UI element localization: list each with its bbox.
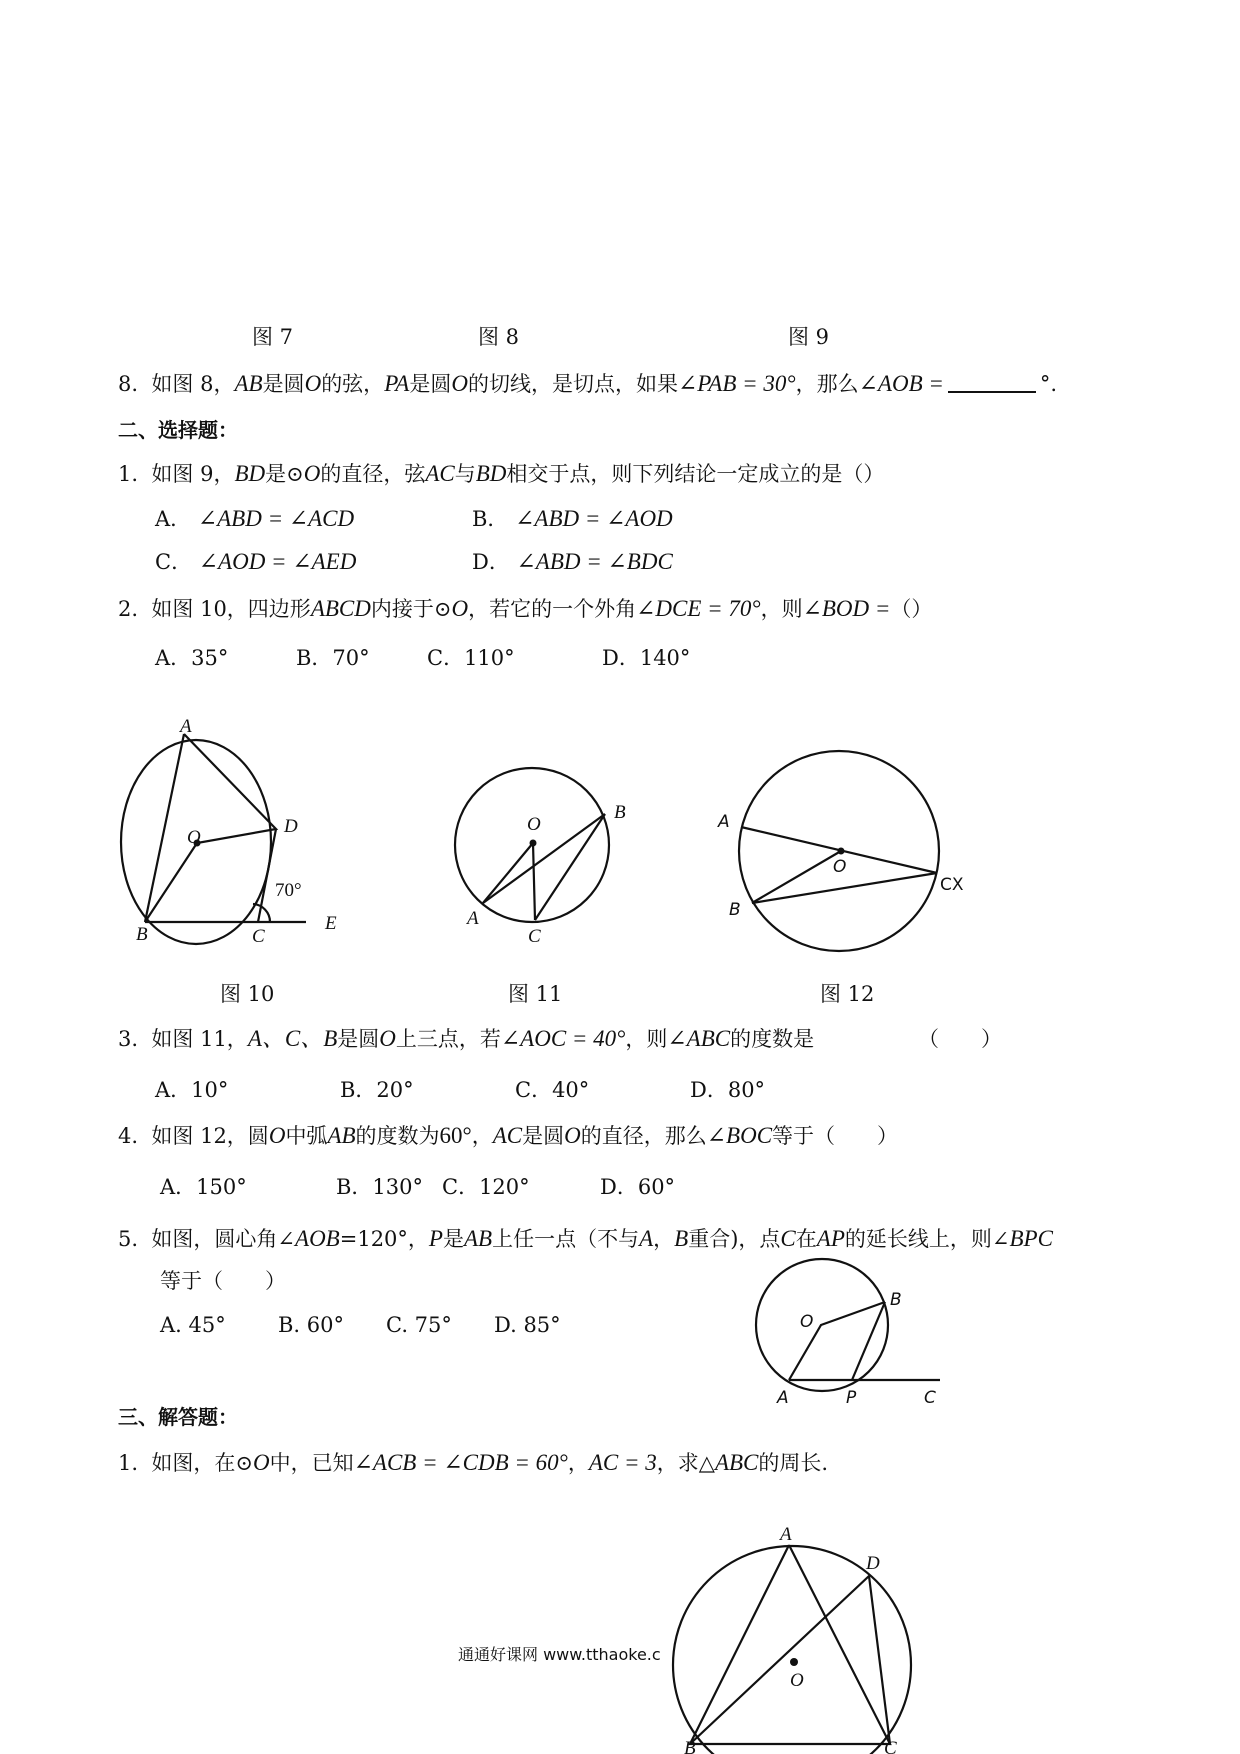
mc-question-1: 1. 如图 9，BD是⊙O的直径，弦AC与BD相交于点，则下列结论一定成立的是（） xyxy=(118,461,885,486)
fig10-label-e: E xyxy=(325,913,337,934)
fig12-label-a: A xyxy=(718,812,730,832)
fig11-label-a: A xyxy=(467,908,479,929)
fig10-label-o: O xyxy=(187,827,201,848)
mc2-option-d: D．140° xyxy=(602,646,691,670)
fig5-label-p: P xyxy=(846,1388,857,1408)
section-2-heading: 二、选择题： xyxy=(118,418,238,442)
mc2-option-b: B．70° xyxy=(296,646,370,670)
fig12-label-cx: CX xyxy=(940,875,964,895)
mc2-option-a: A．35° xyxy=(155,646,229,670)
mc3-option-b: B．20° xyxy=(340,1078,414,1102)
caption-fig11: 图 11 xyxy=(508,982,563,1006)
caption-fig12: 图 12 xyxy=(820,982,875,1006)
page-footer: 通通好课网 www.tthaoke.c xyxy=(458,1645,661,1664)
caption-fig7: 图 7 xyxy=(252,325,294,349)
fig10-label-a: A xyxy=(180,716,192,737)
fig10-angle-label: 70° xyxy=(275,880,302,901)
mc4-option-d: D．60° xyxy=(600,1175,676,1199)
mc-question-2: 2. 如图 10，四边形ABCD内接于⊙O，若它的一个外角∠DCE = 70°，则∠BOD =（） xyxy=(118,596,933,621)
fig10-label-d: D xyxy=(284,816,298,837)
fig12-label-b: B xyxy=(729,900,741,920)
fig5-label-b: B xyxy=(890,1290,902,1310)
mc5-option-a: A. 45° xyxy=(160,1313,226,1337)
figsq-label-a: A xyxy=(780,1524,792,1545)
caption-fig8: 图 8 xyxy=(478,325,520,349)
solve-question-1: 1. 如图，在⊙O中，已知∠ACB = ∠CDB = 60°，AC = 3，求△ABC的周长. xyxy=(118,1450,829,1475)
caption-fig10: 图 10 xyxy=(220,982,275,1006)
mc5-option-c: C. 75° xyxy=(386,1313,452,1337)
fig11-label-c: C xyxy=(528,926,541,947)
section-3-heading: 三、解答题： xyxy=(118,1405,238,1429)
fig12-label-o: O xyxy=(833,857,847,877)
fig5-label-c: C xyxy=(924,1388,936,1408)
fig11-label-b: B xyxy=(614,802,626,823)
mc2-option-c: C．110° xyxy=(427,646,515,670)
figsq-label-c: C xyxy=(884,1738,897,1754)
mc3-option-a: A．10° xyxy=(155,1078,229,1102)
mc5-line2: 等于（ ） xyxy=(160,1269,286,1293)
answer-blank[interactable] xyxy=(948,371,1036,393)
fig5-label-o: O xyxy=(800,1312,814,1332)
mc4-option-c: C．120° xyxy=(442,1175,530,1199)
fig5-label-a: A xyxy=(777,1388,789,1408)
question-8: 8. 如图 8，AB是圆O的弦，PA是圆O的切线，是切点，如果∠PAB = 30°，那么∠AOB = °. xyxy=(118,371,1058,396)
fig10-label-c: C xyxy=(252,926,265,947)
mc-question-3: 3. 如图 11，A、C、B是圆O上三点，若∠AOC = 40°，则∠ABC的度数是 xyxy=(118,1026,815,1051)
mc4-option-b: B．130° xyxy=(336,1175,424,1199)
mc1-option-c: C． ∠AOD = ∠AED xyxy=(155,549,357,574)
mc5-option-b: B. 60° xyxy=(278,1313,345,1337)
mc3-option-d: D．80° xyxy=(690,1078,766,1102)
mc-question-5: 5. 如图，圆心角∠AOB=120°，P是AB上任一点（不与A，B重合)，点C在AP的延长线上，则∠BPC xyxy=(118,1226,1053,1251)
figsq-label-o: O xyxy=(790,1670,804,1691)
fig11-label-o: O xyxy=(527,814,541,835)
mc1-option-d: D． ∠ABD = ∠BDC xyxy=(472,549,673,574)
mc5-option-d: D. 85° xyxy=(494,1313,561,1337)
caption-fig9: 图 9 xyxy=(788,325,830,349)
mc1-option-b: B． ∠ABD = ∠AOD xyxy=(472,506,673,531)
figsq-label-b: B xyxy=(684,1738,696,1754)
mc-question-4: 4. 如图 12，圆O中弧AB的度数为60°，AC是圆O的直径，那么∠BOC等于（ ） xyxy=(118,1123,899,1148)
fig10-label-b: B xyxy=(136,924,148,945)
figsq-label-d: D xyxy=(866,1553,880,1574)
mc4-option-a: A．150° xyxy=(160,1175,247,1199)
mc1-option-a: A． ∠ABD = ∠ACD xyxy=(155,506,355,531)
mc3-answer-paren: （ ） xyxy=(918,1027,1002,1051)
mc3-option-c: C．40° xyxy=(515,1078,590,1102)
